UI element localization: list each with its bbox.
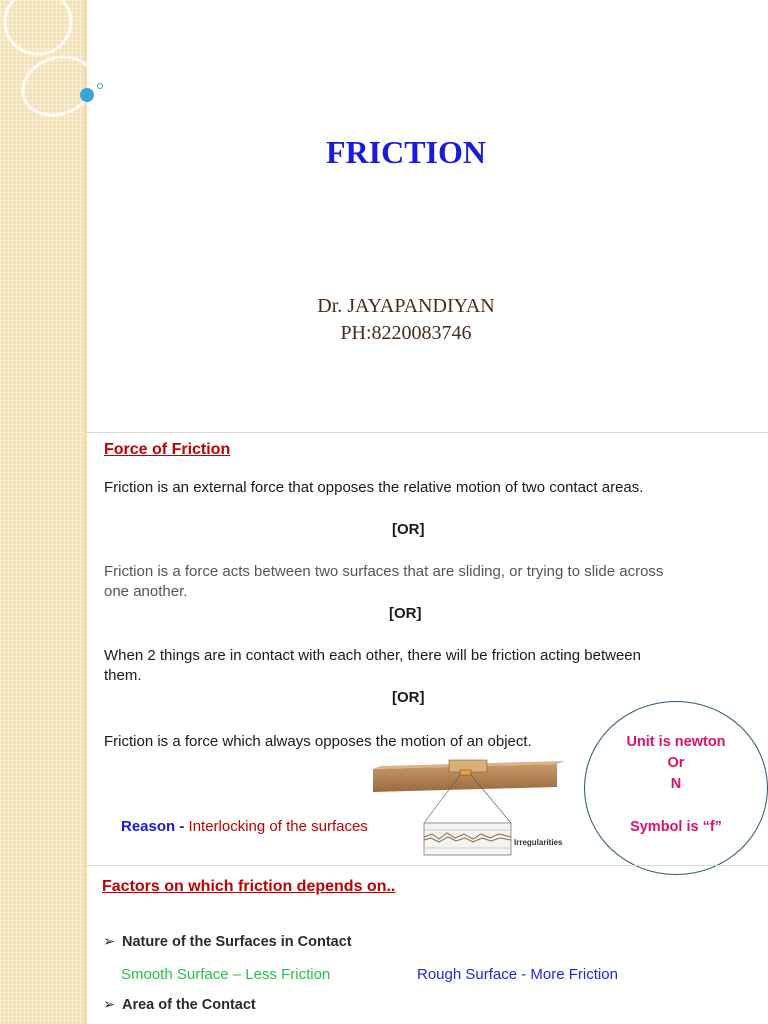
section-heading: Force of Friction bbox=[104, 441, 231, 458]
bullet-text: Nature of the Surfaces in Contact bbox=[122, 934, 352, 950]
author-name: Dr. JAYAPANDIYAN bbox=[317, 295, 495, 317]
author-phone: PH:8220083746 bbox=[340, 322, 472, 344]
decorative-strip bbox=[0, 0, 84, 1024]
unit-line-1: Unit is newton bbox=[626, 734, 726, 750]
bullet-text: Area of the Contact bbox=[122, 997, 256, 1013]
definition-1: Friction is an external force that opposes the relative motion of two contact areas. bbox=[104, 479, 644, 496]
reason-label: Reason bbox=[121, 818, 176, 835]
or-separator: [OR] bbox=[392, 689, 425, 706]
factors-heading: Factors on which friction depends on.. bbox=[102, 878, 396, 895]
definition-3-line1: When 2 things are in contact with each other, there will be friction acting between bbox=[104, 647, 641, 664]
arrow-bullet-icon: ➢ bbox=[103, 934, 116, 950]
unit-line-2: Or bbox=[667, 755, 685, 771]
reason-dash: - bbox=[175, 818, 189, 835]
arrow-bullet-icon: ➢ bbox=[103, 997, 116, 1013]
symbol-line: Symbol is “f” bbox=[630, 819, 722, 835]
surface-irregularities-illustration bbox=[369, 758, 589, 863]
slide-title: FRICTION bbox=[325, 134, 486, 170]
or-separator: [OR] bbox=[392, 521, 425, 538]
factors-slide bbox=[87, 866, 768, 1024]
definition-2-line2: one another. bbox=[104, 583, 188, 600]
or-separator: [OR] bbox=[389, 605, 422, 622]
unit-symbol-circle bbox=[584, 701, 768, 875]
bullet-item bbox=[103, 997, 256, 1013]
definition-4: Friction is a force which always opposes the motion of an object. bbox=[104, 733, 532, 750]
title-slide bbox=[87, 0, 768, 432]
bullet-item bbox=[103, 934, 352, 950]
author-block bbox=[87, 293, 725, 347]
definition-2-line1: Friction is a force acts between two surfaces that are sliding, or trying to slide across bbox=[104, 563, 664, 580]
reason-line bbox=[121, 818, 369, 835]
reason-text: Interlocking of the surfaces bbox=[188, 818, 368, 835]
definition-3-line2: them. bbox=[104, 667, 142, 684]
unit-line-3: N bbox=[670, 776, 682, 792]
force-of-friction-slide bbox=[87, 433, 768, 865]
rough-surface-text: Rough Surface - More Friction bbox=[417, 966, 618, 983]
irregularities-label: Irregularities bbox=[514, 838, 563, 847]
smooth-surface-text: Smooth Surface – Less Friction bbox=[121, 966, 331, 983]
